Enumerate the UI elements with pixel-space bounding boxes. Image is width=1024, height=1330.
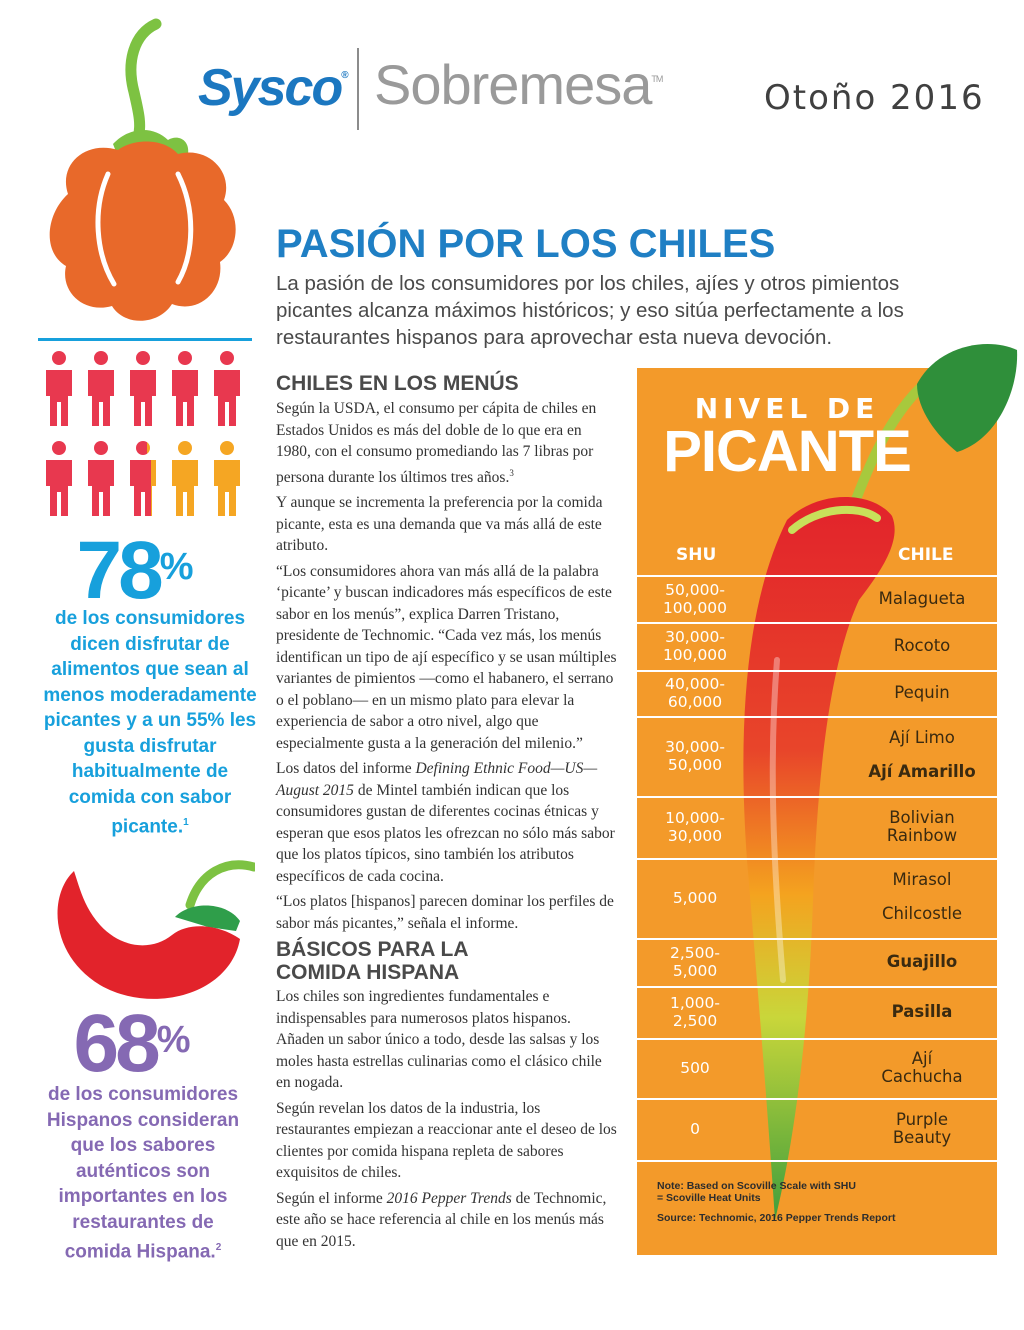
paragraph: “Los platos [hispanos] parecen dominar los perfiles de sabor más picantes,” señala el informe. xyxy=(276,893,614,932)
person-icon xyxy=(172,351,198,426)
stat-68-percent: 68% xyxy=(73,998,191,1089)
chile-name: Chilcostle xyxy=(881,904,963,923)
stat-78-description: de los consumidores dicen disfrutar de alimentos que sean al menos moderadamente picantes y a un 55% les gusta disfrutar habitualmente de comida con sabor picante.$^1$ xyxy=(43,608,257,838)
scale-source: Source: Technomic, 2016 Pepper Trends Report xyxy=(657,1212,896,1224)
shu-value: 40,000- 60,000 xyxy=(665,675,725,711)
habanero-pepper-illustration xyxy=(38,14,248,334)
table-row-divider xyxy=(637,622,997,624)
column-header-chile: CHILE xyxy=(898,545,954,565)
person-icon xyxy=(214,351,240,426)
chile-name: Pequin xyxy=(894,683,950,702)
paragraph: Según el informe 2016 Pepper Trends de Technomic, este año se hace referencia al chile en los menús más que en 2015. xyxy=(276,1189,607,1250)
article-intro: La pasión de los consumidores por los chiles, ajíes y otros pimientos picantes alcanza máximos históricos; y eso sitúa perfectamente a los restaurantes hispanos para aprovechar esta nueva devoción. xyxy=(276,272,904,349)
section-heading-menus: CHILES EN LOS MENÚS xyxy=(276,372,519,395)
article-title: PASIÓN POR LOS CHILES xyxy=(276,222,776,266)
sobremesa-logo: Sobremesa™ xyxy=(374,53,663,116)
table-row-divider xyxy=(637,1160,997,1162)
chile-name: Malagueta xyxy=(878,588,966,608)
table-row-divider xyxy=(637,1098,997,1100)
paragraph: Según revelan los datos de la industria, los restaurantes empiezan a reaccionar ante el deseo de los clientes por comida hispana repleta de sabores exquisitos de chiles. xyxy=(276,1099,617,1182)
shu-value: 30,000- 50,000 xyxy=(665,738,725,774)
paragraph: Los datos del informe Defining Ethnic Food—US—August 2015 de Mintel también indican que los consumidores gustan de diferentes cocinas étnicas y esperan que esos platos les ofrezcan no sólo más sabor que los platos típicos, sino también los atributos específicos de cada cocina. xyxy=(276,760,615,885)
person-icon xyxy=(46,351,72,426)
section-heading-basics: BÁSICOS PARA LA COMIDA HISPANA xyxy=(276,938,468,985)
shu-value: 5,000 xyxy=(672,889,718,907)
chile-name: Bolivian Rainbow xyxy=(886,808,958,845)
sysco-logo: Sysco® xyxy=(198,59,347,117)
paragraph: “Los consumidores ahora van más allá de la palabra ‘picante’ y buscan indicadores más específicos de este sabor en los menús”, explica Darren Tristano, presidente de Technomic. “Cada vez más, los menús identifican un tipo de ají específico y se usan múltiples variantes de pimientos —como el habanero, el serrano o el poblano— en un mismo plato para elevar la experiencia de sabor a otro nivel, algo que especialmente gusta a la generación del milenio.” xyxy=(276,562,617,752)
chile-name: Ají Limo xyxy=(889,728,955,747)
table-row-divider xyxy=(637,796,997,798)
table-row-divider xyxy=(637,575,997,577)
stat-68-description: de los consumidores Hispanos consideran que los sabores auténticos son importantes en los restaurantes de comida Hispana.$^2$ xyxy=(46,1084,240,1263)
article-body xyxy=(276,372,618,1256)
table-row-divider xyxy=(637,1038,997,1040)
issue-date: Otoño 2016 xyxy=(764,78,985,118)
chile-name: Pasilla xyxy=(891,1002,953,1021)
person-icon xyxy=(214,441,240,516)
stat-78-percent: 78% xyxy=(76,525,194,616)
heat-title-big: PICANTE xyxy=(663,419,911,484)
shu-value: 500 xyxy=(680,1059,710,1077)
stats-divider xyxy=(38,338,252,341)
logo-divider xyxy=(357,48,359,130)
shu-value: 30,000- 100,000 xyxy=(662,628,728,664)
people-icon-grid xyxy=(44,350,244,522)
person-icon xyxy=(172,441,198,516)
shu-value: 0 xyxy=(690,1120,700,1138)
column-header-shu: SHU xyxy=(676,545,717,565)
person-icon xyxy=(130,441,156,516)
chile-name: Ají Amarillo xyxy=(868,762,976,781)
scale-note: Note: Based on Scoville Scale with SHU = Scoville Heat Units xyxy=(657,1180,856,1204)
paragraph: Según la USDA, el consumo per cápita de chiles en Estados Unidos es más del doble de lo que era en 1980, con el consumo promediando las 7 libras por persona durante los últimos tres años.$^3$ xyxy=(276,400,597,486)
table-row-divider xyxy=(637,858,997,860)
person-icon xyxy=(88,441,114,516)
person-icon xyxy=(130,351,156,426)
table-row-divider xyxy=(637,716,997,718)
shu-value: 50,000- 100,000 xyxy=(662,580,728,617)
table-row-divider xyxy=(637,938,997,940)
shu-value: 10,000- 30,000 xyxy=(665,809,725,845)
red-chili-illustration xyxy=(40,855,255,1015)
paragraph: Los chiles son ingredientes fundamentales e indispensables para numerosos platos hispanos. Añaden un sabor único a todo, desde las salsas y los moles hasta estrellas culinarias como el clásico chile en nogada. xyxy=(276,988,602,1092)
table-row-divider xyxy=(637,670,997,672)
chile-name: Ají Cachucha xyxy=(881,1049,963,1086)
person-icon xyxy=(46,441,72,516)
chile-name: Rocoto xyxy=(893,636,951,655)
chile-name: Purple Beauty xyxy=(892,1110,952,1147)
heat-title-small: NIVEL DE xyxy=(694,392,880,425)
paragraph: Y aunque se incrementa la preferencia por la comida picante, esta es una demanda que va más allá de este atributo. xyxy=(276,494,603,555)
chile-name: Guajillo xyxy=(886,952,958,971)
shu-value: 2,500- 5,000 xyxy=(670,944,720,980)
chile-name: Mirasol xyxy=(892,870,952,889)
table-row-divider xyxy=(637,986,997,988)
shu-value: 1,000- 2,500 xyxy=(670,994,720,1030)
person-icon xyxy=(88,351,114,426)
